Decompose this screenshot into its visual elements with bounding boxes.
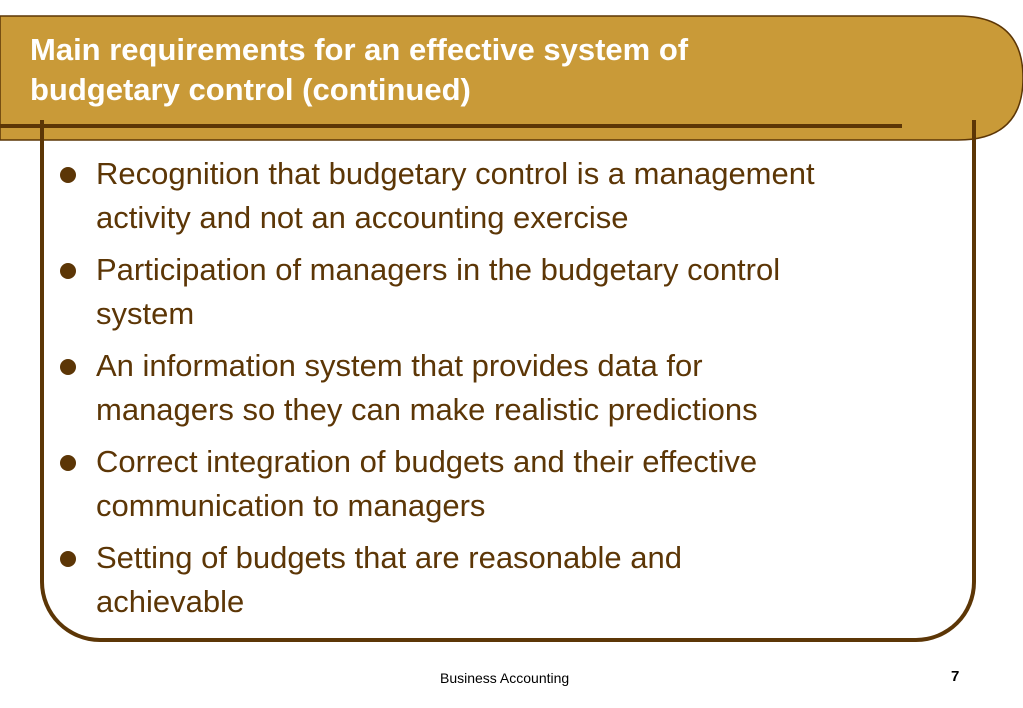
title-line: Main requirements for an effective system of	[30, 32, 689, 67]
bullet-list	[60, 152, 960, 632]
bullet-dot-icon	[60, 359, 76, 375]
bullet-item	[60, 536, 960, 624]
bullet-text-line: achievable	[96, 584, 245, 619]
bullet-text-line: Correct integration of budgets and their effective	[96, 444, 758, 479]
bullet-text-line: activity and not an accounting exercise	[96, 200, 629, 235]
page-number: 7	[951, 668, 960, 685]
bullet-text-line: Recognition that budgetary control is a management	[96, 156, 815, 191]
bullet-text-line: system	[96, 296, 195, 331]
bullet-text-line: Participation of managers in the budgetary control	[96, 252, 781, 287]
footer-text: Business Accounting	[440, 670, 570, 686]
bullet-text-line: Setting of budgets that are reasonable and	[96, 540, 682, 575]
bullet-text-line: communication to managers	[96, 488, 486, 523]
bullet-dot-icon	[60, 167, 76, 183]
bullet-item	[60, 440, 960, 528]
bullet-item	[60, 344, 960, 432]
bullet-item	[60, 248, 960, 336]
title-line: budgetary control (continued)	[30, 72, 471, 107]
bullet-item	[60, 152, 960, 240]
bullet-dot-icon	[60, 551, 76, 567]
bullet-dot-icon	[60, 263, 76, 279]
bullet-text-line: An information system that provides data for	[96, 348, 703, 383]
slide-title	[30, 30, 890, 110]
bullet-dot-icon	[60, 455, 76, 471]
bullet-text-line: managers so they can make realistic predictions	[96, 392, 758, 427]
